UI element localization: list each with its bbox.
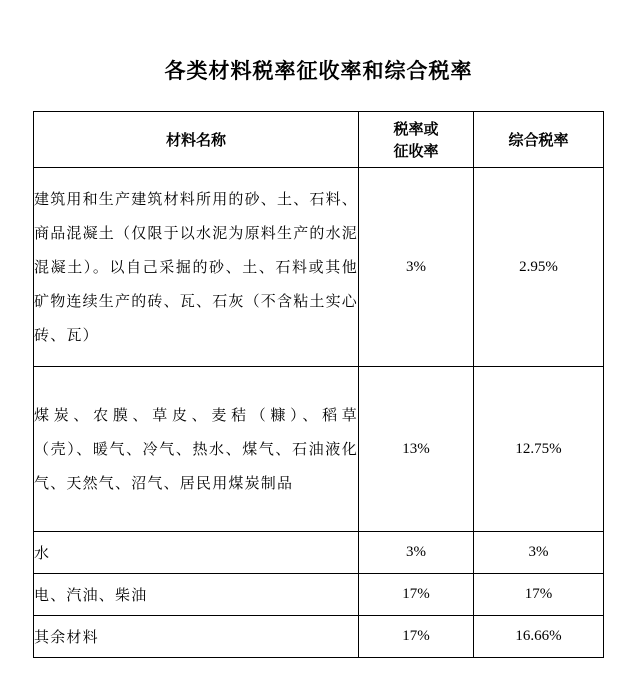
material-name-cell: 其余材料: [34, 616, 359, 658]
header-composite-rate: 综合税率: [474, 112, 604, 168]
table-row: [34, 574, 604, 616]
composite-rate-cell: 16.66%: [474, 616, 604, 658]
header-tax-rate: [359, 112, 474, 168]
table-row: [34, 532, 604, 574]
tax-rate-cell: 3%: [359, 168, 474, 367]
material-name-cell: 水: [34, 532, 359, 574]
composite-rate-cell: 17%: [474, 574, 604, 616]
header-tax-rate-line2: 征收率: [393, 141, 439, 160]
header-material-name: 材料名称: [34, 112, 359, 168]
composite-rate-cell: 2.95%: [474, 168, 604, 367]
tax-rate-cell: 3%: [359, 532, 474, 574]
material-name-cell: 建筑用和生产建筑材料所用的砂、土、石料、商品混凝土（仅限于以水泥为原料生产的水泥混凝土）。以自己采掘的砂、土、石料或其他矿物连续生产的砖、瓦、石灰（不含粘土实心砖、瓦）: [34, 168, 359, 367]
tax-rate-cell: 17%: [359, 574, 474, 616]
tax-rate-cell: 13%: [359, 367, 474, 532]
header-tax-rate-line1: 税率或: [393, 119, 439, 138]
composite-rate-cell: 3%: [474, 532, 604, 574]
table-header-row: [34, 112, 604, 168]
material-name-cell: 电、汽油、柴油: [34, 574, 359, 616]
table-row: [34, 616, 604, 658]
material-name-cell: 煤炭、农膜、草皮、麦秸（糠）、稻草（壳）、暖气、冷气、热水、煤气、石油液化气、天然气、沼气、居民用煤炭制品: [34, 367, 359, 532]
tax-rate-table: [33, 111, 604, 658]
table-row: [34, 367, 604, 532]
table-row: [34, 168, 604, 367]
page-title: 各类材料税率征收率和综合税率: [164, 59, 473, 83]
tax-rate-cell: 17%: [359, 616, 474, 658]
composite-rate-cell: 12.75%: [474, 367, 604, 532]
